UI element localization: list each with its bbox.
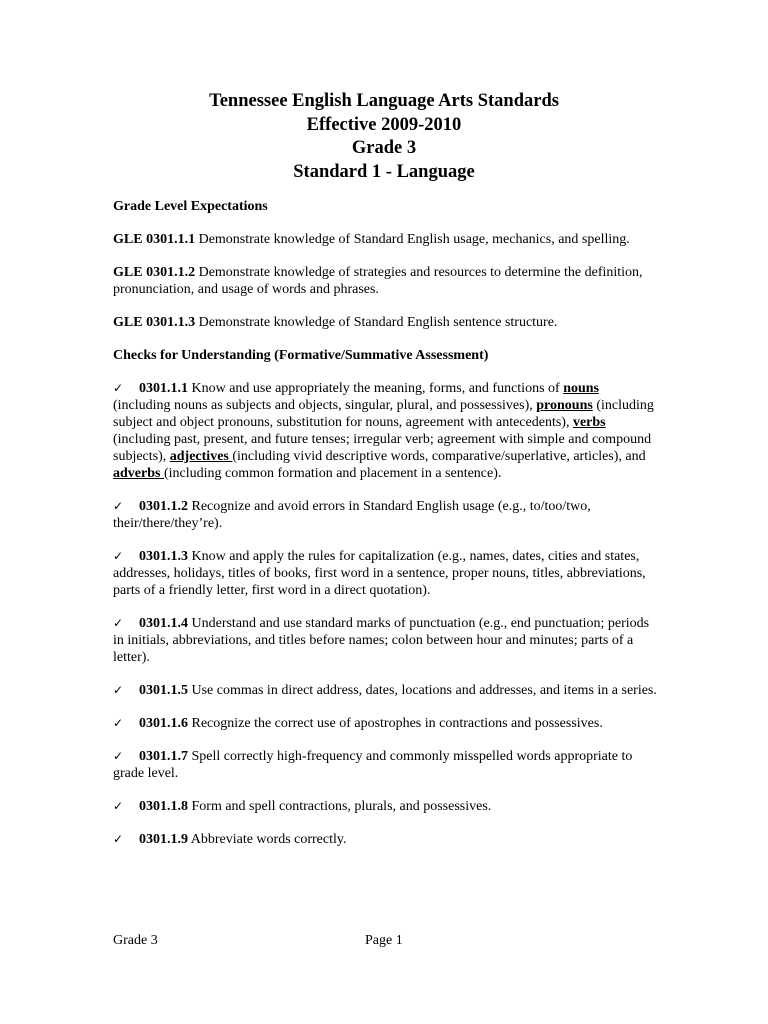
check-code: 0301.1.4 xyxy=(139,616,188,631)
term-adverbs: adverbs xyxy=(113,466,164,481)
check-text: (including nouns as subjects and objects, singular, plural, and possessives), xyxy=(113,398,537,413)
check-text: (including vivid descriptive words, comparative/superlative, articles), and xyxy=(232,449,646,464)
checkmark-icon: ✓ xyxy=(113,499,124,513)
gle-heading: Grade Level Expectations xyxy=(113,199,268,214)
check-text: Know and apply the rules for capitalization (e.g., names, dates, cities and states, addresses, holidays, titles of books, first word in a sentence, proper nouns, titles, abbreviations, parts of a friendly letter, first word in a direct quotation). xyxy=(113,549,646,598)
title-line-3: Grade 3 xyxy=(351,138,417,158)
checkmark-icon: ✓ xyxy=(113,749,124,763)
check-item xyxy=(113,682,658,699)
title-line-4: Standard 1 - Language xyxy=(293,161,475,182)
check-text: Spell correctly high-frequency and commonly misspelled words appropriate to grade level. xyxy=(113,749,633,781)
check-code: 0301.1.7 xyxy=(139,749,188,764)
document-title xyxy=(0,90,768,184)
check-text: Recognize the correct use of apostrophes in contractions and possessives. xyxy=(188,716,603,731)
check-item xyxy=(113,615,658,666)
checkmark-icon: ✓ xyxy=(113,832,124,846)
checkmark-icon: ✓ xyxy=(113,549,124,563)
term-verbs: verbs xyxy=(572,415,606,430)
check-item xyxy=(113,748,658,782)
check-text: Abbreviate words correctly. xyxy=(188,832,347,847)
gle-item xyxy=(113,314,658,331)
check-code: 0301.1.5 xyxy=(139,683,188,698)
check-text: Know and use appropriately the meaning, forms, and functions of xyxy=(188,381,564,396)
gle-text: Demonstrate knowledge of Standard English usage, mechanics, and spelling. xyxy=(195,232,630,247)
gle-code: GLE 0301.1.3 xyxy=(113,315,196,330)
checkmark-icon: ✓ xyxy=(113,799,124,813)
check-item xyxy=(113,831,658,848)
title-line-1: Tennessee English Language Arts Standards xyxy=(209,91,559,111)
check-code: 0301.1.3 xyxy=(139,549,188,564)
term-nouns: nouns xyxy=(563,381,599,396)
gle-code: GLE 0301.1.1 xyxy=(113,232,196,247)
check-code: 0301.1.8 xyxy=(139,799,188,814)
check-text: Understand and use standard marks of punctuation (e.g., end punctuation; periods in initials, abbreviations, and titles before names; colon between hour and minutes; parts of a letter). xyxy=(113,616,650,665)
check-text: (including subject and object pronouns, substitution for nouns, agreement with antecedents), xyxy=(113,398,654,430)
gle-text: Demonstrate knowledge of strategies and resources to determine the definition, pronunciation, and usage of words and phrases. xyxy=(113,265,643,297)
check-item xyxy=(113,798,658,815)
document-body xyxy=(113,198,658,848)
term-adjectives: adjectives xyxy=(169,449,233,464)
check-text: Form and spell contractions, plurals, and possessives. xyxy=(188,799,492,814)
check-code: 0301.1.9 xyxy=(139,832,188,847)
check-text: (including past, present, and future tenses; irregular verb; agreement with simple and compound subjects), xyxy=(113,432,652,464)
term-pronouns: pronouns xyxy=(536,398,593,413)
check-item xyxy=(113,498,658,532)
check-item xyxy=(113,715,658,732)
checkmark-icon: ✓ xyxy=(113,716,124,730)
check-code: 0301.1.2 xyxy=(139,499,188,514)
check-text: Recognize and avoid errors in Standard English usage (e.g., to/too/two, their/there/they’re). xyxy=(113,499,591,531)
gle-code: GLE 0301.1.2 xyxy=(113,265,196,280)
footer-grade: Grade 3 xyxy=(113,933,158,948)
footer-page-number: Page 1 xyxy=(365,933,403,948)
gle-item xyxy=(113,264,658,298)
check-text: Use commas in direct address, dates, locations and addresses, and items in a series. xyxy=(188,683,657,698)
gle-text: Demonstrate knowledge of Standard English sentence structure. xyxy=(195,315,558,330)
check-code: 0301.1.6 xyxy=(139,716,188,731)
check-text: (including common formation and placement in a sentence). xyxy=(163,466,502,481)
title-line-2: Effective 2009-2010 xyxy=(306,114,462,135)
check-item xyxy=(113,380,658,482)
gle-item xyxy=(113,231,658,248)
checks-heading: Checks for Understanding (Formative/Summative Assessment) xyxy=(113,348,489,363)
check-code: 0301.1.1 xyxy=(139,381,188,396)
checkmark-icon: ✓ xyxy=(113,381,124,395)
checkmark-icon: ✓ xyxy=(113,616,124,630)
checkmark-icon: ✓ xyxy=(113,683,124,697)
check-item xyxy=(113,548,658,599)
